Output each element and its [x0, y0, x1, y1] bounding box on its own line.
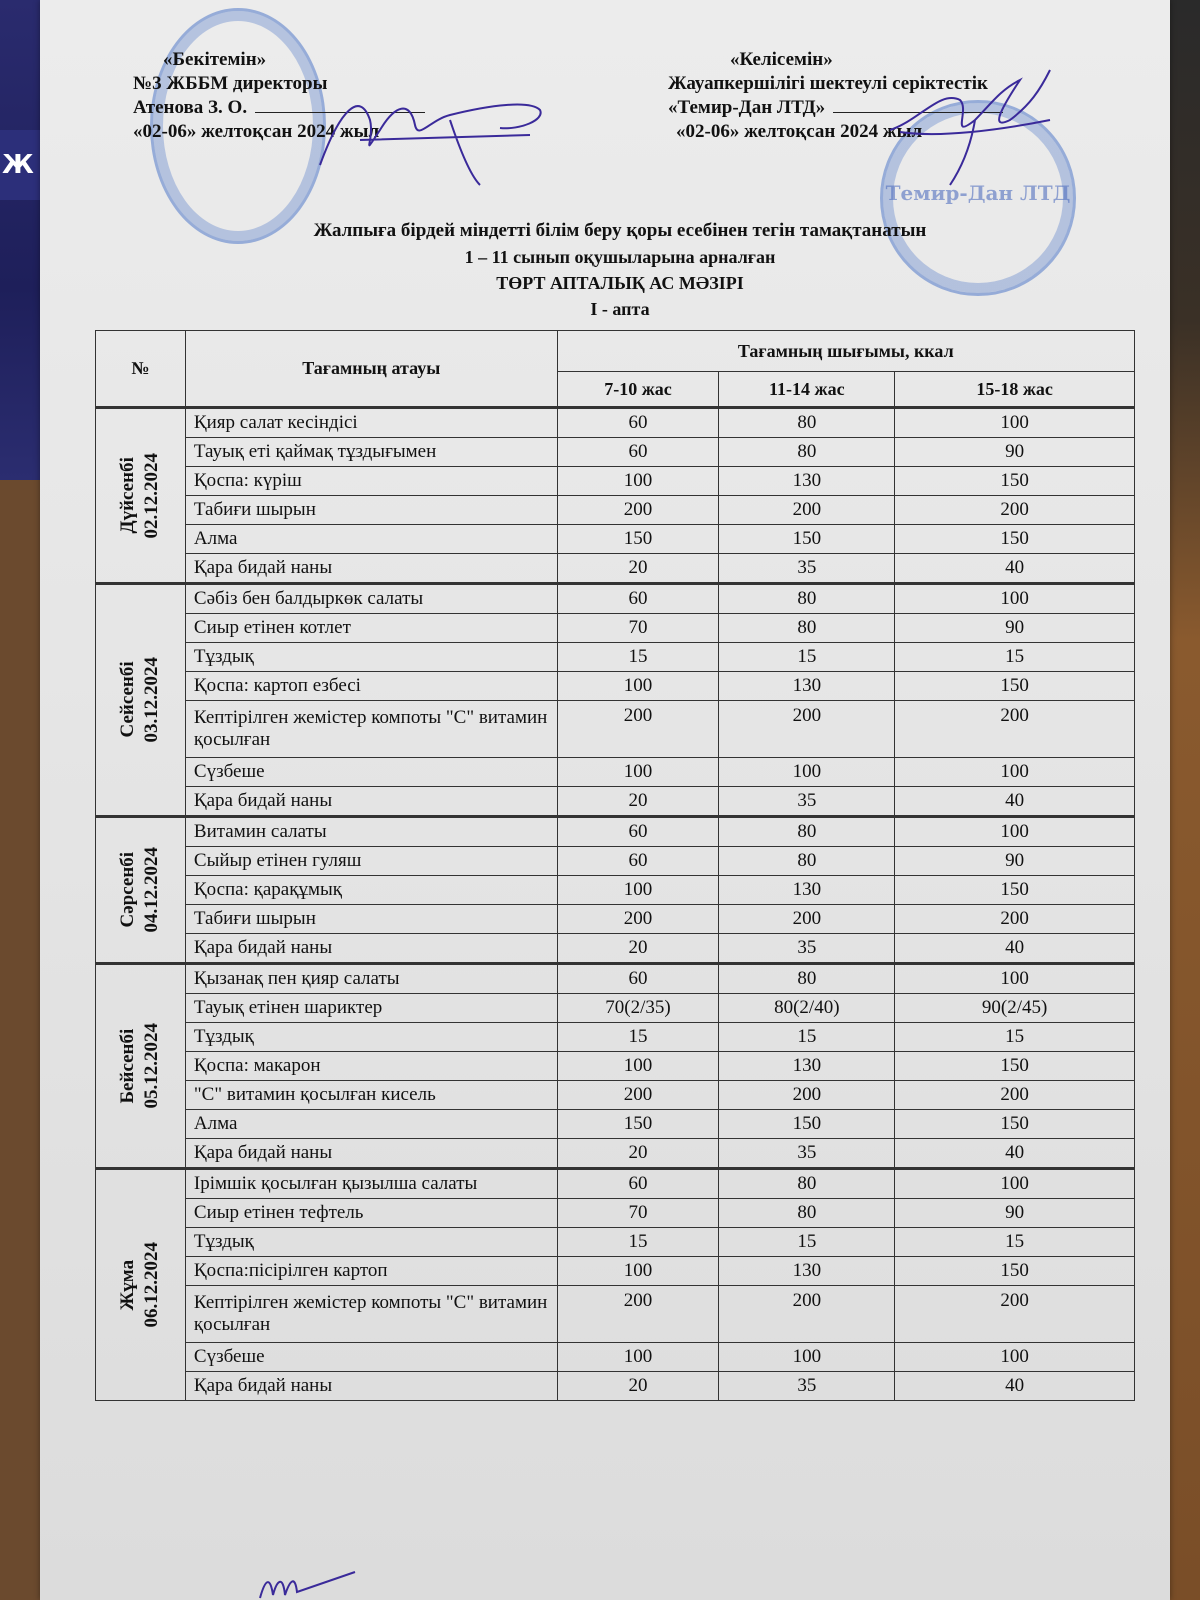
table-row: [96, 876, 1135, 905]
table-row: [96, 672, 1135, 701]
kcal-value: 90: [895, 1199, 1135, 1228]
dish-name: Табиғи шырын: [185, 496, 557, 525]
kcal-value: 60: [557, 1169, 719, 1199]
table-row: [96, 438, 1135, 467]
kcal-value: 80: [719, 614, 895, 643]
kcal-value: 40: [895, 787, 1135, 817]
kcal-value: 130: [719, 672, 895, 701]
supplier-org-name: «Темир-Дан ЛТД»: [668, 97, 826, 118]
kcal-value: 200: [895, 1081, 1135, 1110]
kcal-value: 100: [895, 817, 1135, 847]
kcal-value: 150: [895, 467, 1135, 496]
table-row: [96, 496, 1135, 525]
dish-name: Қоспа: картоп езбесі: [185, 672, 557, 701]
kcal-value: 130: [719, 876, 895, 905]
table-row: [96, 964, 1135, 994]
table-row: [96, 554, 1135, 584]
kcal-value: 100: [719, 758, 895, 787]
kcal-value: 100: [895, 584, 1135, 614]
kcal-value: 90(2/45): [895, 994, 1135, 1023]
kcal-value: 70(2/35): [557, 994, 719, 1023]
kcal-value: 150: [895, 525, 1135, 554]
col-header-yield: Тағамның шығымы, ккал: [557, 331, 1134, 372]
kcal-value: 20: [557, 934, 719, 964]
table-row: [96, 758, 1135, 787]
kcal-value: 100: [557, 1052, 719, 1081]
kcal-value: 35: [719, 554, 895, 584]
dish-name: Қияр салат кесіндісі: [185, 408, 557, 438]
dish-name: Табиғи шырын: [185, 905, 557, 934]
kcal-value: 35: [719, 787, 895, 817]
week-label: I - апта: [590, 299, 650, 319]
approver-position: №3 ЖББМ директоры: [133, 73, 328, 94]
day-label: [116, 1023, 164, 1109]
day-cell: [96, 817, 186, 964]
kcal-value: 90: [895, 847, 1135, 876]
col-header-age-15-18: 15-18 жас: [895, 372, 1135, 408]
day-cell: [96, 964, 186, 1169]
table-row: [96, 643, 1135, 672]
kcal-value: 60: [557, 584, 719, 614]
document-title: ТӨРТ АПТАЛЫҚ АС МӘЗІРІ: [496, 273, 744, 293]
day-label: [116, 657, 164, 743]
kcal-value: 80(2/40): [719, 994, 895, 1023]
kcal-value: 150: [895, 1052, 1135, 1081]
table-row: [96, 525, 1135, 554]
kcal-value: 150: [895, 1257, 1135, 1286]
kcal-value: 150: [895, 672, 1135, 701]
dish-name: Қара бидай наны: [185, 554, 557, 584]
approval-date: «02-06» желтоқсан 2024 жыл: [133, 121, 380, 142]
table-row: [96, 1110, 1135, 1139]
weekday-name: Дүйсенбі: [117, 457, 139, 534]
kcal-value: 60: [557, 847, 719, 876]
kcal-value: 100: [895, 1343, 1135, 1372]
background-logo-fragment: Ж: [0, 130, 62, 200]
dish-name: Тұздық: [185, 1228, 557, 1257]
kcal-value: 40: [895, 1139, 1135, 1169]
table-row: [96, 905, 1135, 934]
kcal-value: 40: [895, 1372, 1135, 1401]
table-row: [96, 1286, 1135, 1343]
weekday-name: Сәрсенбі: [117, 852, 139, 928]
kcal-value: 80: [719, 584, 895, 614]
dish-name: Қоспа: макарон: [185, 1052, 557, 1081]
kcal-value: 150: [895, 876, 1135, 905]
kcal-value: 40: [895, 554, 1135, 584]
kcal-value: 100: [557, 1343, 719, 1372]
day-cell: [96, 584, 186, 817]
table-row: [96, 817, 1135, 847]
kcal-value: 200: [895, 905, 1135, 934]
dish-name: Алма: [185, 1110, 557, 1139]
kcal-value: 200: [557, 1286, 719, 1343]
kcal-value: 80: [719, 817, 895, 847]
kcal-value: 60: [557, 438, 719, 467]
kcal-value: 130: [719, 1257, 895, 1286]
day-cell: [96, 408, 186, 584]
col-header-age-11-14: 11-14 жас: [719, 372, 895, 408]
day-date: 05.12.2024: [141, 1023, 163, 1109]
kcal-value: 130: [719, 467, 895, 496]
bottom-signature-icon: [255, 1570, 375, 1600]
table-row: [96, 1052, 1135, 1081]
kcal-value: 15: [557, 1228, 719, 1257]
table-row: [96, 701, 1135, 758]
dish-name: Қызанақ пен қияр салаты: [185, 964, 557, 994]
kcal-value: 15: [719, 1228, 895, 1257]
col-header-age-7-10: 7-10 жас: [557, 372, 719, 408]
kcal-value: 200: [557, 905, 719, 934]
dish-name: Алма: [185, 525, 557, 554]
dish-name: Тұздық: [185, 643, 557, 672]
dish-name: Сыйыр етінен гуляш: [185, 847, 557, 876]
kcal-value: 80: [719, 408, 895, 438]
kcal-value: 150: [557, 1110, 719, 1139]
weekday-name: Жұма: [117, 1259, 139, 1311]
kcal-value: 100: [719, 1343, 895, 1372]
dish-name: Қоспа: күріш: [185, 467, 557, 496]
kcal-value: 200: [719, 905, 895, 934]
dish-name: Сүзбеше: [185, 758, 557, 787]
day-label: [116, 847, 164, 933]
kcal-value: 100: [895, 758, 1135, 787]
kcal-value: 80: [719, 438, 895, 467]
day-label: [116, 453, 164, 539]
kcal-value: 15: [895, 1023, 1135, 1052]
kcal-value: 80: [719, 964, 895, 994]
table-row: [96, 614, 1135, 643]
approver-name: Атенова З. О.: [133, 97, 248, 118]
table-row: [96, 1257, 1135, 1286]
kcal-value: 60: [557, 817, 719, 847]
kcal-value: 20: [557, 1372, 719, 1401]
kcal-value: 100: [557, 672, 719, 701]
kcal-value: 200: [719, 701, 895, 758]
document-header: [200, 218, 1040, 322]
day-date: 04.12.2024: [141, 847, 163, 933]
kcal-value: 200: [895, 496, 1135, 525]
kcal-value: 100: [557, 876, 719, 905]
dish-name: Сиыр етінен котлет: [185, 614, 557, 643]
table-row: [96, 1169, 1135, 1199]
kcal-value: 100: [557, 1257, 719, 1286]
kcal-value: 200: [557, 701, 719, 758]
table-row: [96, 584, 1135, 614]
kcal-value: 35: [719, 934, 895, 964]
table-row: [96, 934, 1135, 964]
dish-name: Тауық еті қаймақ тұздығымен: [185, 438, 557, 467]
kcal-value: 70: [557, 1199, 719, 1228]
table-row: [96, 847, 1135, 876]
kcal-value: 200: [557, 496, 719, 525]
table-row: [96, 408, 1135, 438]
kcal-value: 60: [557, 408, 719, 438]
header-line-2: 1 – 11 сынып оқушыларына арналған: [464, 247, 776, 267]
dish-name: Кептірілген жемістер компоты "С" витамин қосылған: [185, 701, 557, 758]
kcal-value: 200: [895, 1286, 1135, 1343]
kcal-value: 35: [719, 1372, 895, 1401]
director-signature-icon: [300, 80, 560, 190]
kcal-value: 15: [895, 643, 1135, 672]
kcal-value: 40: [895, 934, 1135, 964]
dish-name: Қара бидай наны: [185, 787, 557, 817]
dish-name: Қара бидай наны: [185, 934, 557, 964]
col-header-dish-name: Тағамның атауы: [185, 331, 557, 408]
kcal-value: 90: [895, 438, 1135, 467]
table-row: [96, 1372, 1135, 1401]
weekday-name: Сейсенбі: [117, 661, 139, 739]
dish-name: Тұздық: [185, 1023, 557, 1052]
kcal-value: 100: [895, 1169, 1135, 1199]
dish-name: "С" витамин қосылған кисель: [185, 1081, 557, 1110]
dish-name: Қоспа: қарақұмық: [185, 876, 557, 905]
kcal-value: 200: [719, 496, 895, 525]
kcal-value: 200: [719, 1286, 895, 1343]
dish-name: Сәбіз бен балдыркөк салаты: [185, 584, 557, 614]
kcal-value: 15: [719, 643, 895, 672]
day-date: 02.12.2024: [141, 452, 163, 539]
day-date: 03.12.2024: [141, 657, 163, 743]
kcal-value: 15: [557, 1023, 719, 1052]
kcal-value: 100: [557, 758, 719, 787]
table-row: [96, 467, 1135, 496]
dish-name: Қоспа:пісірілген картоп: [185, 1257, 557, 1286]
kcal-value: 80: [719, 847, 895, 876]
dish-name: Кептірілген жемістер компоты "С" витамин қосылған: [185, 1286, 557, 1343]
kcal-value: 20: [557, 1139, 719, 1169]
kcal-value: 200: [719, 1081, 895, 1110]
table-row: [96, 1081, 1135, 1110]
day-cell: [96, 1169, 186, 1401]
table-row: [96, 1023, 1135, 1052]
dish-name: Сүзбеше: [185, 1343, 557, 1372]
kcal-value: 15: [557, 643, 719, 672]
table-row: [96, 1199, 1135, 1228]
kcal-value: 60: [557, 964, 719, 994]
kcal-value: 150: [719, 1110, 895, 1139]
kcal-value: 70: [557, 614, 719, 643]
menu-table-body: [96, 408, 1135, 1401]
kcal-value: 80: [719, 1199, 895, 1228]
supplier-signature-icon: [880, 60, 1060, 190]
agreement-title: «Келісемін»: [730, 49, 833, 70]
kcal-value: 200: [557, 1081, 719, 1110]
kcal-value: 20: [557, 787, 719, 817]
col-header-number: №: [96, 331, 186, 408]
table-row: [96, 1139, 1135, 1169]
dish-name: Ірімшік қосылған қызылша салаты: [185, 1169, 557, 1199]
agreement-date: «02-06» желтоқсан 2024 жыл: [676, 121, 923, 142]
kcal-value: 100: [557, 467, 719, 496]
menu-table: [95, 330, 1135, 1401]
kcal-value: 130: [719, 1052, 895, 1081]
kcal-value: 20: [557, 554, 719, 584]
table-row: [96, 787, 1135, 817]
kcal-value: 150: [895, 1110, 1135, 1139]
dish-name: Тауық етінен шариктер: [185, 994, 557, 1023]
supplier-org-type: Жауапкершілігі шектеулі серіктестік: [668, 73, 988, 94]
kcal-value: 200: [895, 701, 1135, 758]
dish-name: Қара бидай наны: [185, 1372, 557, 1401]
table-row: [96, 994, 1135, 1023]
kcal-value: 15: [895, 1228, 1135, 1257]
kcal-value: 35: [719, 1139, 895, 1169]
dish-name: Сиыр етінен тефтель: [185, 1199, 557, 1228]
weekday-name: Бейсенбі: [117, 1028, 139, 1104]
table-row: [96, 1228, 1135, 1257]
table-row: [96, 1343, 1135, 1372]
kcal-value: 100: [895, 964, 1135, 994]
day-label: [116, 1242, 164, 1328]
stamp-company-name: Темир-Дан ЛТД: [885, 181, 1071, 205]
kcal-value: 150: [719, 525, 895, 554]
kcal-value: 90: [895, 614, 1135, 643]
kcal-value: 150: [557, 525, 719, 554]
approval-title: «Бекітемін»: [163, 49, 267, 70]
kcal-value: 80: [719, 1169, 895, 1199]
day-date: 06.12.2024: [141, 1242, 163, 1328]
kcal-value: 15: [719, 1023, 895, 1052]
dish-name: Витамин салаты: [185, 817, 557, 847]
dish-name: Қара бидай наны: [185, 1139, 557, 1169]
header-line-1: Жалпыға бірдей міндетті білім беру қоры есебінен тегін тамақтанатын: [313, 220, 927, 241]
kcal-value: 100: [895, 408, 1135, 438]
